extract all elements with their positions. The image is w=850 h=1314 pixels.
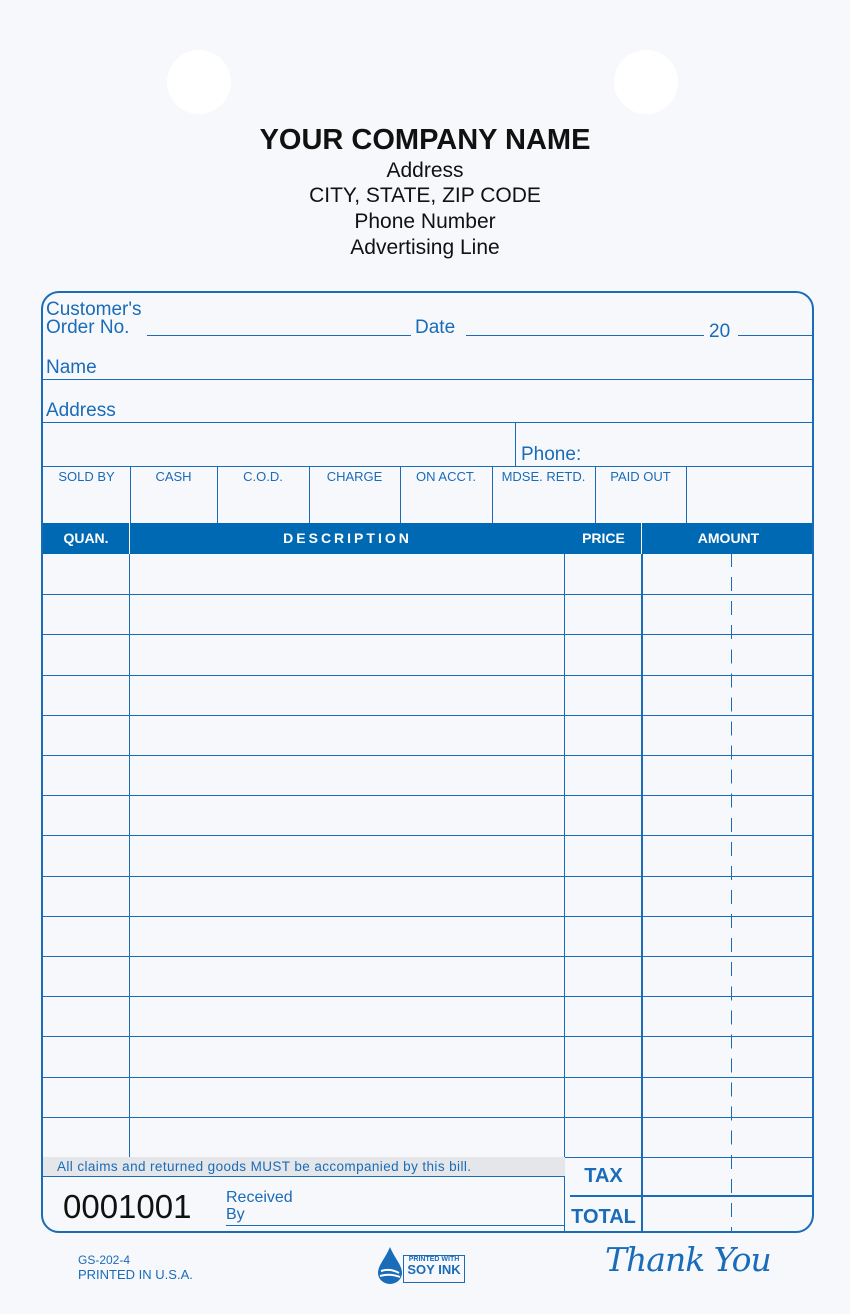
- divider: [129, 523, 130, 554]
- table-row[interactable]: [43, 835, 814, 875]
- table-row[interactable]: [43, 634, 814, 674]
- table-row[interactable]: [43, 755, 814, 795]
- col-quan: QUAN.: [63, 530, 109, 546]
- phone-label: Phone:: [521, 444, 582, 465]
- invoice-number: 0001001: [63, 1188, 192, 1225]
- column-divider: [129, 554, 130, 1157]
- year-field[interactable]: [738, 335, 814, 336]
- name-label: Name: [46, 357, 97, 378]
- punch-hole-left: [167, 50, 231, 114]
- order-no-label: Order No.: [46, 317, 130, 338]
- table-row[interactable]: [43, 956, 814, 996]
- claims-bar: All claims and returned goods MUST be accompanied by this bill.: [43, 1157, 565, 1177]
- divider: [641, 523, 642, 554]
- divider: [309, 466, 310, 523]
- payment-box-blank[interactable]: [686, 469, 814, 519]
- divider: [217, 466, 218, 523]
- name-field[interactable]: [43, 379, 814, 380]
- total-label: TOTAL: [571, 1206, 636, 1228]
- cents-divider: [731, 554, 732, 1233]
- table-row[interactable]: [43, 916, 814, 956]
- table-row[interactable]: [43, 1036, 814, 1076]
- tax-label: TAX: [584, 1165, 623, 1187]
- table-row[interactable]: [43, 876, 814, 916]
- phone-field[interactable]: [43, 466, 814, 467]
- table-row[interactable]: [43, 795, 814, 835]
- company-phone: Phone Number: [354, 210, 496, 233]
- received-by-field[interactable]: [226, 1225, 565, 1226]
- column-divider: [641, 554, 643, 1233]
- table-row[interactable]: [43, 996, 814, 1036]
- column-divider: [564, 554, 565, 1233]
- form-code: GS-202-4: [78, 1253, 131, 1267]
- table-row[interactable]: [43, 675, 814, 715]
- address-field[interactable]: [43, 422, 814, 423]
- address-label: Address: [46, 400, 116, 421]
- divider: [595, 466, 596, 523]
- year-prefix: 20: [709, 321, 731, 342]
- col-amount: AMOUNT: [697, 530, 760, 546]
- table-row[interactable]: [43, 1117, 814, 1157]
- tax-amount-field[interactable]: [643, 1157, 814, 1195]
- table-row[interactable]: [43, 715, 814, 755]
- customers-label: Customer's: [46, 299, 142, 320]
- divider: [400, 466, 401, 523]
- payment-box-cash[interactable]: CASH: [155, 469, 192, 484]
- date-label: Date: [415, 317, 456, 338]
- soy-bottom-text: SOY INK: [407, 1262, 461, 1277]
- soy-ink-logo: [375, 1245, 467, 1285]
- thank-you-script: Thank You: [605, 1240, 771, 1279]
- sales-form: [41, 291, 814, 1233]
- total-amount-field[interactable]: [643, 1196, 814, 1233]
- punch-hole-right: [614, 50, 678, 114]
- received-label: Received: [226, 1189, 293, 1206]
- table-row[interactable]: [43, 554, 814, 594]
- by-label: By: [226, 1206, 245, 1223]
- company-address: Address: [386, 159, 464, 182]
- col-description: DESCRIPTION: [283, 530, 412, 546]
- ink-drop-icon: [375, 1245, 405, 1285]
- payment-box-on-acct-[interactable]: ON ACCT.: [416, 469, 476, 484]
- col-price: PRICE: [582, 530, 625, 546]
- payment-box-c-o-d-[interactable]: C.O.D.: [243, 469, 283, 484]
- payment-box-mdse-retd-[interactable]: MDSE. RETD.: [501, 469, 586, 484]
- soy-ink-box: [403, 1255, 465, 1283]
- payment-box-charge[interactable]: CHARGE: [326, 469, 383, 484]
- company-name: YOUR COMPANY NAME: [259, 124, 591, 156]
- printed-in-usa: PRINTED IN U.S.A.: [78, 1267, 193, 1282]
- column-header-band: [43, 523, 814, 554]
- table-row[interactable]: [43, 594, 814, 634]
- company-city: CITY, STATE, ZIP CODE: [309, 184, 541, 207]
- divider: [492, 466, 493, 523]
- order-no-field[interactable]: [147, 335, 411, 336]
- soy-top-text: PRINTED WITH: [408, 1256, 460, 1263]
- table-row[interactable]: [43, 1077, 814, 1117]
- payment-box-paid-out[interactable]: PAID OUT: [610, 469, 671, 484]
- date-field[interactable]: [466, 335, 704, 336]
- advertising-line: Advertising Line: [350, 236, 500, 259]
- divider: [515, 422, 516, 466]
- divider: [130, 466, 131, 523]
- payment-box-sold-by[interactable]: SOLD BY: [58, 469, 115, 484]
